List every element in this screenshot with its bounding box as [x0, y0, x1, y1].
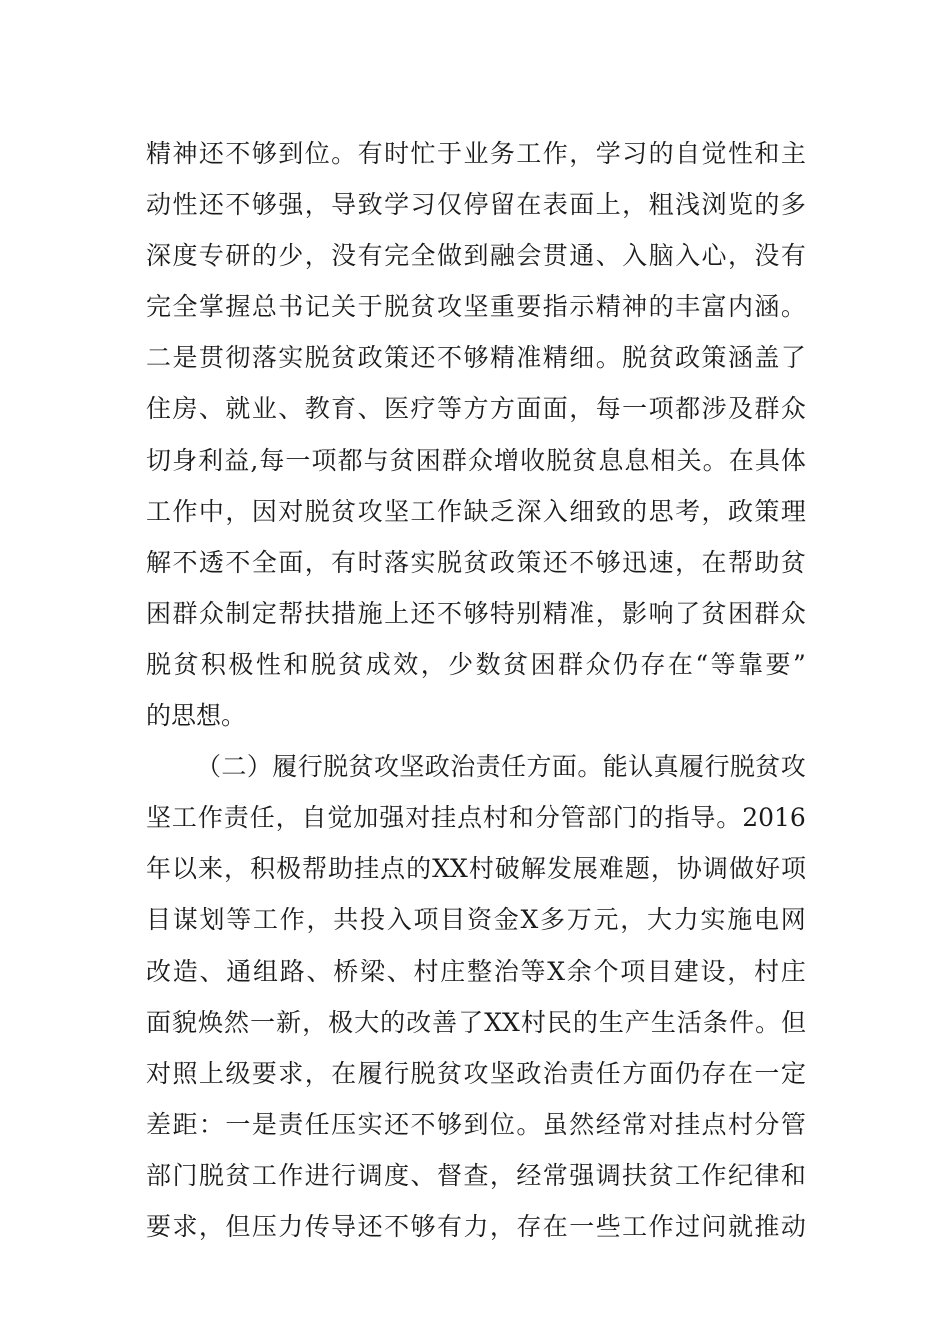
text-line: 深 度 专 研 的 少 ， 没 有 完 全 做 到 融 会 贯 通 、 入 脑 入 心 ， 没 有 [146, 241, 806, 271]
text-line: 二 是 贯 彻 落 实 脱 贫 政 策 还 不 够 精 准 精 细 。 脱 贫 政 策 涵 盖 了 [146, 343, 806, 373]
text-line: 住 房 、 就 业 、 教 育 、 医 疗 等 方 方 面 面 ， 每 一 项 都 涉 及 群 众 [146, 394, 806, 424]
text-line: 解 不 透 不 全 面 ， 有 时 落 实 脱 贫 政 策 还 不 够 迅 速 ， 在 帮 助 贫 [146, 547, 806, 577]
text-line: 坚 工 作 责 任 ， 自 觉 加 强 对 挂 点 村 和 分 管 部 门 的 指 导 。 2016 [146, 803, 806, 833]
text-line: 部 门 脱 贫 工 作 进 行 调 度 、 督 查 ， 经 常 强 调 扶 贫 工 作 纪 律 和 [146, 1160, 806, 1190]
text-line: 脱 贫 积 极 性 和 脱 贫 成 效 ， 少 数 贫 困 群 众 仍 存 在 “ 等 靠 要 ” [146, 649, 806, 679]
text-line: 年 以 来 ， 积 极 帮 助 挂 点 的 XX 村 破 解 发 展 难 题 ， 协 调 做 好 项 [146, 854, 806, 884]
paragraph-end-line: 的思想。 [146, 701, 247, 731]
text-line: 目 谋 划 等 工 作 ， 共 投 入 项 目 资 金 X 多 万 元 ， 大 力 实 施 电 网 [146, 905, 806, 935]
text-line: 困 群 众 制 定 帮 扶 措 施 上 还 不 够 特 别 精 准 ， 影 响 了 贫 困 群 众 [146, 598, 806, 628]
text-line: 工 作 中 ， 因 对 脱 贫 攻 坚 工 作 缺 乏 深 入 细 致 的 思 考 ， 政 策 理 [146, 496, 806, 526]
text-line: 要 求 ， 但 压 力 传 导 还 不 够 有 力 ， 存 在 一 些 工 作 过 问 就 推 动 [146, 1211, 806, 1241]
text-line: 面 貌 焕 然 一 新 ， 极 大 的 改 善 了 XX 村 民 的 生 产 生 活 条 件 。 但 [146, 1007, 806, 1037]
text-line: 动 性 还 不 够 强 ， 导 致 学 习 仅 停 留 在 表 面 上 ， 粗 浅 浏 览 的 多 [146, 190, 806, 220]
section-heading-line: （ 二 ） 履 行 脱 贫 攻 坚 政 治 责 任 方 面 。 能 认 真 履 行 脱 贫 攻 [196, 752, 806, 782]
text-line: 精 神 还 不 够 到 位 。 有 时 忙 于 业 务 工 作 ， 学 习 的 自 觉 性 和 主 [146, 139, 806, 168]
text-line: 完 全 掌 握 总 书 记 关 于 脱 贫 攻 坚 重 要 指 示 精 神 的 丰 富 内 涵 。 [146, 292, 806, 322]
body-text [146, 128, 806, 1252]
text-line: 差 距 ： 一 是 责 任 压 实 还 不 够 到 位 。 虽 然 经 常 对 挂 点 村 分 管 [146, 1109, 806, 1139]
text-line: 改 造 、 通 组 路 、 桥 梁 、 村 庄 整 治 等 X 余 个 项 目 建 设 ， 村 庄 [146, 956, 806, 986]
text-line: 切 身 利 益 , 每 一 项 都 与 贫 困 群 众 增 收 脱 贫 息 息 相 关 。 在 具 体 [146, 445, 806, 475]
text-line: 对 照 上 级 要 求 ， 在 履 行 脱 贫 攻 坚 政 治 责 任 方 面 仍 存 在 一 定 [146, 1058, 806, 1088]
